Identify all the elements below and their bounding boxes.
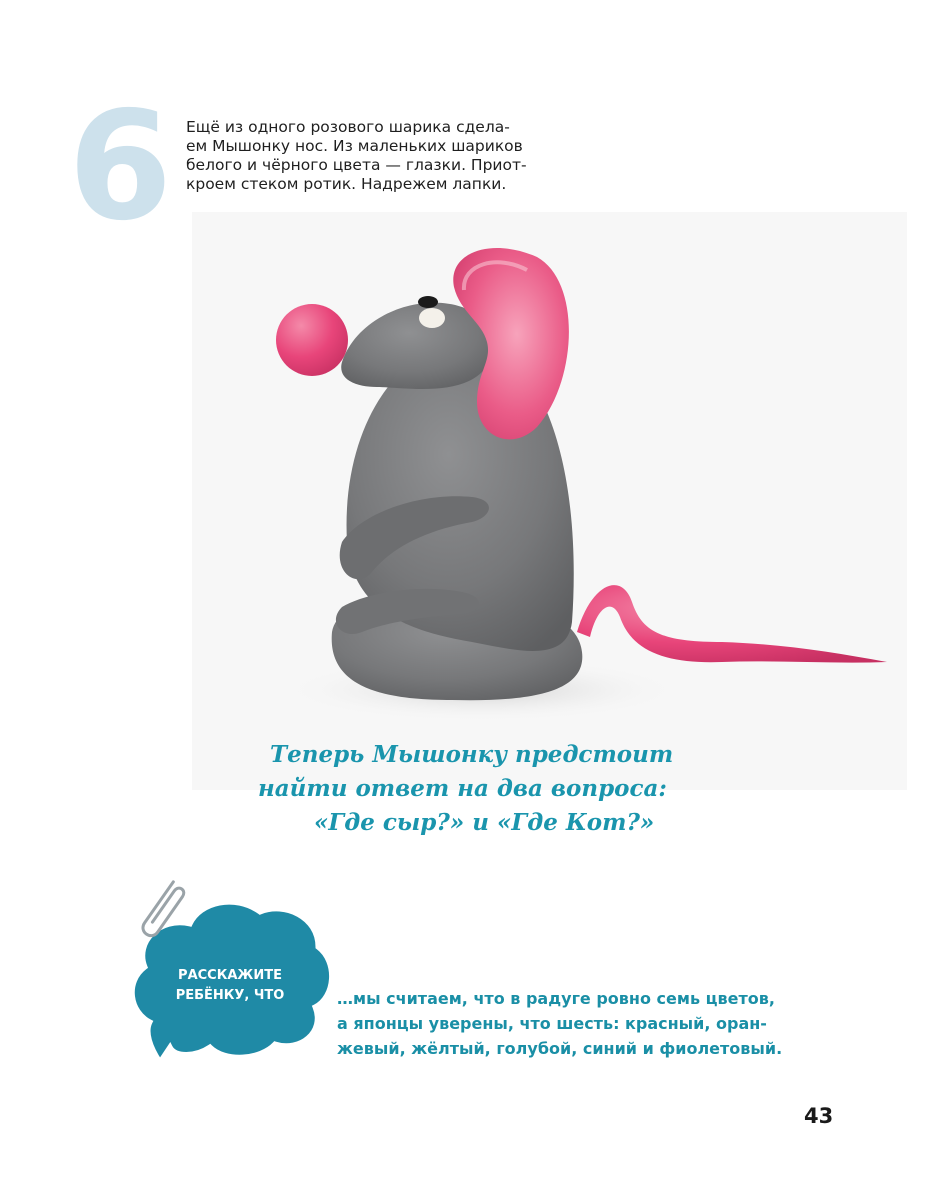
- mouse-eye-pupil: [418, 296, 438, 308]
- tagline-line: Теперь Мышонку предстоит: [270, 741, 674, 768]
- callout-label-line: РЕБЁНКУ, ЧТО: [175, 988, 285, 1003]
- page-number: 43: [804, 1104, 834, 1128]
- plasticine-mouse-illustration: [192, 212, 907, 790]
- fact-line: …мы считаем, что в радуге ровно семь цветов,: [337, 989, 775, 1008]
- step-instructions: [186, 118, 586, 194]
- tagline: [250, 738, 674, 840]
- fact-line: а японцы уверены, что шесть: красный, оран-: [337, 1014, 767, 1033]
- mouse-nose: [276, 304, 348, 376]
- mouse-photo: [192, 212, 907, 790]
- fact-text: [337, 986, 877, 1061]
- step-line: ем Мышонку нос. Из маленьких шариков: [186, 137, 523, 155]
- step-line: кроем стеком ротик. Надрежем лапки.: [186, 175, 507, 193]
- mouse-eye-white: [419, 308, 445, 328]
- fact-line: жевый, жёлтый, голубой, синий и фиолетовый.: [337, 1039, 783, 1058]
- step-line: Ещё из одного розового шарика сдела-: [186, 118, 510, 136]
- callout-label: [150, 966, 310, 1006]
- tagline-line: найти ответ на два вопроса:: [258, 775, 667, 802]
- tagline-line: «Где сыр?» и «Где Кот?»: [314, 809, 655, 836]
- step-number: 6: [68, 80, 169, 254]
- step-line: белого и чёрного цвета — глазки. Приот-: [186, 156, 527, 174]
- callout-label-line: РАССКАЖИТЕ: [178, 968, 282, 983]
